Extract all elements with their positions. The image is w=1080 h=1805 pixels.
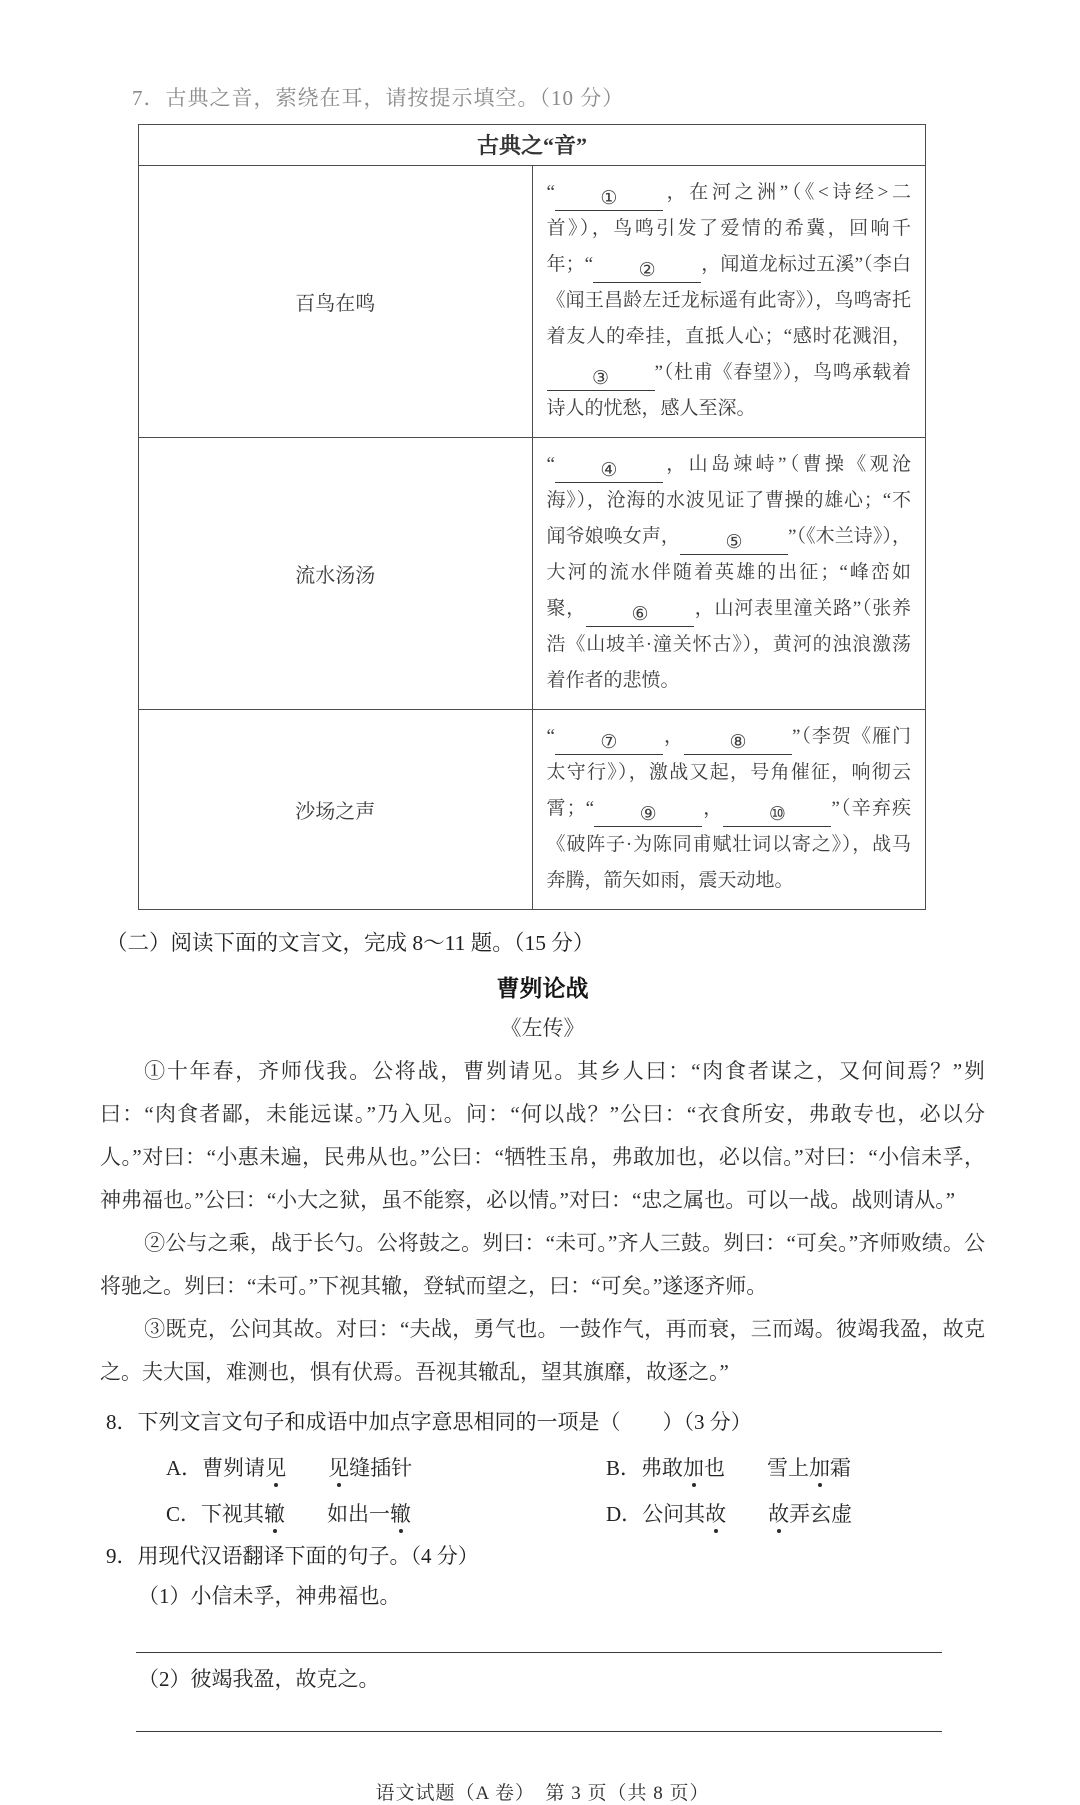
answer-line-2 bbox=[136, 1731, 942, 1732]
row-label-water: 流水汤汤 bbox=[139, 438, 533, 710]
fill-in-blank: ② bbox=[593, 261, 701, 283]
question-9-item-2: （2）彼竭我盈，故克之。 bbox=[138, 1667, 380, 1691]
fill-in-blank: ⑦ bbox=[555, 733, 663, 755]
fill-in-blank: ④ bbox=[555, 461, 663, 483]
table-title: 古典之“音” bbox=[139, 125, 926, 166]
passage-source: 《左传》 bbox=[500, 1016, 585, 1040]
row-content-water: “ ④ ，山岛竦峙”（曹操《观沧海》），沧海的水波见证了曹操的雄心；“不闻爷娘唤女声， ⑤ ”（《木兰诗》），大河的流水伴随着英雄的出征；“峰峦如聚， ⑥ ，山河表里潼关路”（张养浩《山坡羊·潼关怀古》），黄河的浊浪激荡着作者的悲愤。 bbox=[532, 438, 926, 710]
fill-in-blank: ⑧ bbox=[684, 733, 792, 755]
passage-paragraph-1: ①十年春，齐师伐我。公将战，曹刿请见。其乡人曰：“肉食者谋之，又何间焉？”刿曰：“肉食者鄙，未能远谋。”乃入见。问：“何以战？”公曰：“衣食所安，弗敢专也，必以分人。”对曰：“小惠未遍，民弗从也。”公曰：“牺牲玉帛，弗敢加也，必以信。”对曰：“小信未孚，神弗福也。”公曰：“小大之狱，虽不能察，必以情。”对曰：“忠之属也。可以一战。战则请从。” bbox=[100, 1059, 985, 1212]
table-row bbox=[139, 166, 926, 438]
passage-paragraph-3: ③既克，公问其故。对曰：“夫战，勇气也。一鼓作气，再而衰，三而竭。彼竭我盈，故克之。夫大国，难测也，惧有伏焉。吾视其辙乱，望其旗靡，故逐之。” bbox=[100, 1317, 985, 1384]
option-a: A．曹刿请见 见缝插针 bbox=[166, 1456, 413, 1480]
passage-paragraph-2: ②公与之乘，战于长勺。公将鼓之。刿曰：“未可。”齐人三鼓。刿曰：“可矣。”齐师败绩。公将驰之。刿曰：“未可。”下视其辙，登轼而望之，曰：“可矣。”遂逐齐师。 bbox=[100, 1231, 985, 1298]
fill-in-blank: ③ bbox=[547, 369, 655, 391]
option-c: C．下视其辙 如出一辙 bbox=[166, 1502, 412, 1526]
fill-in-blank: ⑥ bbox=[586, 605, 694, 627]
answer-line-1 bbox=[136, 1652, 942, 1653]
emphasized-char: 见 bbox=[265, 1456, 287, 1480]
question-7-table bbox=[138, 124, 926, 910]
question-8-options bbox=[166, 1452, 985, 1528]
table-row bbox=[139, 710, 926, 910]
emphasized-char: 加 bbox=[809, 1456, 831, 1480]
table-row bbox=[139, 438, 926, 710]
question-9-prompt: 9．用现代汉语翻译下面的句子。（4 分） bbox=[106, 1544, 479, 1568]
section-2-heading: （二）阅读下面的文言文，完成 8～11 题。（15 分） bbox=[106, 931, 595, 955]
emphasized-char: 见 bbox=[328, 1456, 350, 1480]
row-label-birds: 百鸟在鸣 bbox=[139, 166, 533, 438]
fill-in-blank: ⑩ bbox=[723, 805, 831, 827]
emphasized-char: 加 bbox=[683, 1456, 705, 1480]
fill-in-blank: ⑤ bbox=[680, 533, 788, 555]
page-footer: 语文试题（A 卷） 第 3 页（共 8 页） bbox=[375, 1783, 710, 1804]
passage-title: 曹刿论战 bbox=[496, 976, 589, 1001]
emphasized-char: 辙 bbox=[390, 1502, 412, 1526]
question-9-item-1: （1）小信未孚，神弗福也。 bbox=[138, 1584, 401, 1608]
table-title-row bbox=[139, 125, 926, 166]
emphasized-char: 辙 bbox=[264, 1502, 286, 1526]
question-8-prompt: 8．下列文言文句子和成语中加点字意思相同的一项是（ ）（3 分） bbox=[106, 1410, 752, 1434]
classical-passage bbox=[100, 1050, 985, 1394]
emphasized-char: 故 bbox=[768, 1502, 790, 1526]
fill-in-blank: ① bbox=[555, 189, 663, 211]
row-content-battle: “ ⑦ ， ⑧ ”（李贺《雁门太守行》），激战又起，号角催征，响彻云霄；“ ⑨ ， ⑩ ”（辛弃疾《破阵子·为陈同甫赋壮词以寄之》），战马奔腾，箭矢如雨，震天动地。 bbox=[532, 710, 926, 910]
question-7-prompt: 7．古典之音，萦绕在耳，请按提示填空。（10 分） bbox=[132, 86, 625, 110]
row-label-battle: 沙场之声 bbox=[139, 710, 533, 910]
option-b: B．弗敢加也 雪上加霜 bbox=[606, 1456, 852, 1480]
option-d: D．公问其故 故弄玄虚 bbox=[606, 1502, 853, 1526]
row-content-birds: “ ① ，在河之洲”（《<诗经>二首》），鸟鸣引发了爱情的希冀，回响千年；“ ② ，闻道龙标过五溪”（李白《闻王昌龄左迁龙标遥有此寄》），鸟鸣寄托着友人的牵挂，直抵人心；“感时花溅泪，③ ”（杜甫《春望》），鸟鸣承载着诗人的忧愁，感人至深。 bbox=[532, 166, 926, 438]
emphasized-char: 故 bbox=[705, 1502, 727, 1526]
fill-in-blank: ⑨ bbox=[594, 805, 702, 827]
